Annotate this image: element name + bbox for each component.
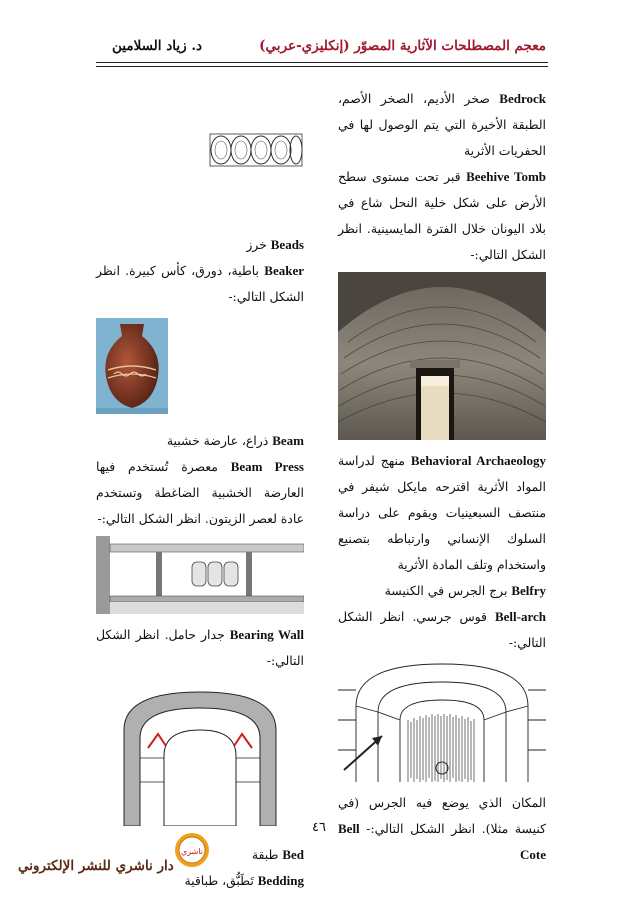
beam-press-drawing [96, 536, 304, 614]
beaker-photo [96, 318, 168, 414]
entry-bearing-wall [96, 622, 304, 674]
header-rule-thin [96, 66, 548, 67]
header-author: د. زياد السلامين [112, 38, 203, 54]
term-bedding: Bedding [257, 873, 304, 888]
term-beaker: Beaker [264, 263, 304, 278]
term-bed: Bed [282, 847, 304, 862]
bell-arch-drawing [338, 660, 546, 782]
def-beam-press: معصرة تُستخدم فيها العارضة الخشبية الضاغطة وتستخدم عادة لعصر الزيتون. انظر الشكل التالي:- [96, 459, 304, 526]
header-rule [96, 62, 548, 63]
def-beads: خرز [246, 237, 267, 252]
entry-beehive-tomb [338, 164, 546, 268]
publisher-logo [174, 832, 210, 868]
header-title: معجم المصطلحات الآثارية المصوّر (إنكليزي-عربي) [259, 38, 546, 54]
term-beehive-tomb: Beehive Tomb [466, 169, 546, 184]
term-bedrock: Bedrock [499, 91, 546, 106]
def-beehive-tomb: قبر تحت مستوى سطح الأرض على شكل خلية النحل شاع في بلاد اليونان خلال الفترة المايسينية. انظر الشكل التالي:- [338, 169, 546, 262]
publisher-name: دار ناشري للنشر الإلكتروني [18, 858, 174, 874]
def-bell-arch: قوس جرسي. انظر الشكل التالي:- [338, 609, 546, 650]
term-behavioral-archaeology: Behavioral Archaeology [410, 453, 546, 468]
left-column [96, 86, 304, 894]
entry-behavioral-archaeology [338, 448, 546, 578]
def-bearing-wall: جدار حامل. انظر الشكل التالي:- [96, 627, 304, 668]
def-bedding: تَطَبُّق، طباقية [184, 873, 254, 888]
def-bedrock: صخر الأديم، الصخر الأصم، الطبقة الأخيرة التي يتم الوصول لها في الحفريات الأثرية [338, 91, 546, 158]
term-belfry: Belfry [511, 583, 546, 598]
term-bell-arch: Bell-arch [494, 609, 546, 624]
def-bell-cote: المكان الذي يوضع فيه الجرس (في كنيسة مثلا). انظر الشكل التالي:- [338, 795, 546, 836]
def-beam: ذراع، عارضة خشبية [166, 433, 269, 448]
entry-bell-arch [338, 604, 546, 656]
right-column [338, 86, 546, 868]
def-belfry: برج الجرس في الكنيسة [384, 583, 508, 598]
entry-bedrock [338, 86, 546, 164]
entry-belfry [338, 578, 546, 604]
beads-drawing [208, 126, 304, 172]
term-beam: Beam [272, 433, 304, 448]
term-bearing-wall: Bearing Wall [229, 627, 304, 642]
def-bed: طبقة [251, 847, 279, 862]
term-beam-press: Beam Press [230, 459, 304, 474]
entry-beads [96, 232, 304, 258]
def-behavioral-archaeology: منهج لدراسة المواد الأثرية اقترحه مايكل شيفر في منتصف السبعينيات ويقوم على دراسة السلوك الإنساني وارتباطه بتصنيع واستخدام وتلف المادة الأثرية [338, 453, 546, 572]
beehive-tomb-photo [338, 272, 546, 440]
entry-bell-cote [338, 790, 546, 868]
page-number: ٤٦ [312, 820, 326, 835]
publisher-logo-text: ناشري [180, 847, 204, 856]
term-beads: Beads [270, 237, 304, 252]
entry-beam-press [96, 454, 304, 532]
term-bell-cote: Bell Cote [338, 821, 546, 862]
entry-beaker [96, 258, 304, 310]
entry-beam [96, 428, 304, 454]
bearing-wall-drawing [120, 686, 280, 826]
def-beaker: باطية، دورق، كأس كبيرة. انظر الشكل التالي:- [96, 263, 304, 304]
